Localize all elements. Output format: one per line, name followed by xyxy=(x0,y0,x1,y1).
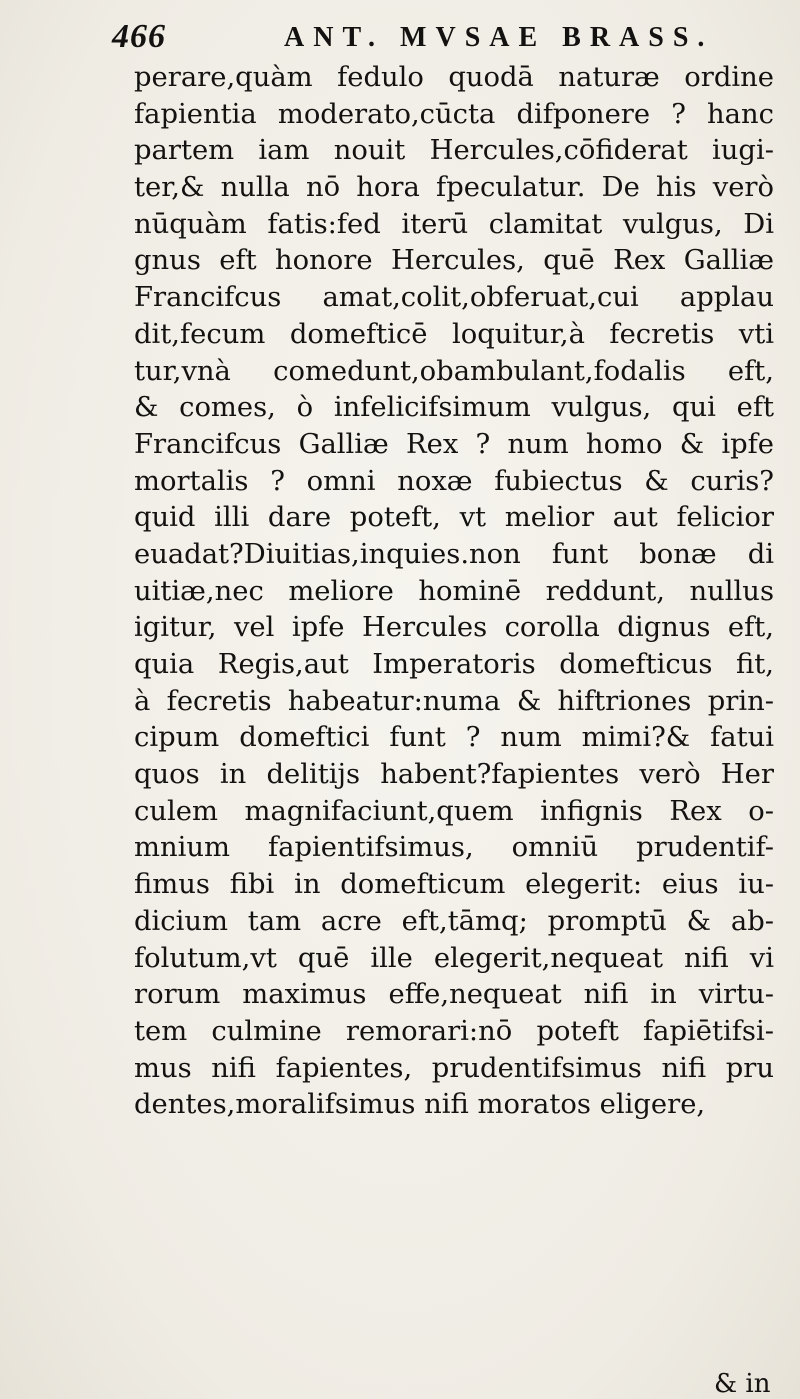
text-line: fimus fibi in domefticum elegerit: eius iu- xyxy=(134,869,774,901)
text-line: tem culmine remorari:nō poteft fapiētifsi- xyxy=(134,1015,774,1047)
text-line: mortalis ? omni noxæ fubiectus & curis? xyxy=(134,465,774,497)
text-line: folutum,vt quē ille elegerit,nequeat nifi vi xyxy=(134,942,774,974)
text-line: nūquàm fatis:fed iterū clamitat vulgus, Di xyxy=(134,208,774,240)
text-line: Francifcus Galliæ Rex ? num homo & ipfe xyxy=(134,428,774,460)
text-line: & comes, ò infelicifsimum vulgus, qui eft xyxy=(134,392,774,424)
text-line: quia Regis,aut Imperatoris domefticus fit, xyxy=(134,649,774,680)
text-line: mus nifi fapientes, prudentifsimus nifi pru xyxy=(134,1052,774,1084)
text-line: igitur, vel ipfe Hercules corolla dignus eft, xyxy=(134,612,774,644)
text-line: culem magnifaciunt,quem infignis Rex o- xyxy=(134,795,774,827)
text-line: quid illi dare poteft, vt melior aut felicior xyxy=(134,502,774,534)
text-line: dicium tam acre eft,tāmq; promptū & ab- xyxy=(134,905,774,937)
text-line: uitiæ,nec meliore hominē reddunt, nullus xyxy=(134,575,774,607)
text-line: tur,vnà comedunt,obambulant,fodalis eft, xyxy=(134,355,774,387)
text-line: rorum maximus effe,nequeat nifi in virtu- xyxy=(134,979,774,1011)
text-line: gnus eft honore Hercules, quē Rex Galliæ xyxy=(134,245,774,277)
text-line: euadat?Diuitias,inquies.non funt bonæ di xyxy=(134,538,774,570)
catchword: & in xyxy=(714,1369,771,1399)
running-head: ANT. MVSAE BRASS. xyxy=(284,22,714,53)
body-text xyxy=(134,60,774,1124)
text-line: Francifcus amat,colit,obferuat,cui applau xyxy=(134,282,774,314)
page-number: 466 xyxy=(112,18,166,55)
text-line: perare,quàm fedulo quodā naturæ ordine xyxy=(134,62,774,93)
text-line: à fecretis habeatur:numa & hiftriones prin- xyxy=(134,685,774,717)
text-line: cipum domeftici funt ? num mimi?& fatui xyxy=(134,722,774,754)
text-line: mnium fapientifsimus, omniū prudentif- xyxy=(134,832,774,864)
page-header xyxy=(112,14,772,54)
text-line: partem iam nouit Hercules,cōfiderat iugi- xyxy=(134,135,774,167)
text-line: dit,fecum domefticē loquitur,à fecretis vti xyxy=(134,318,774,350)
text-line: quos in delitijs habent?fapientes verò Her xyxy=(134,759,774,791)
text-line: ter,& nulla nō hora fpeculatur. De his verò xyxy=(134,172,774,204)
text-line: fapientia moderato,cūcta difponere ? hanc xyxy=(134,98,774,130)
text-line: dentes,moralifsimus nifi moratos eligere, xyxy=(134,1089,706,1121)
